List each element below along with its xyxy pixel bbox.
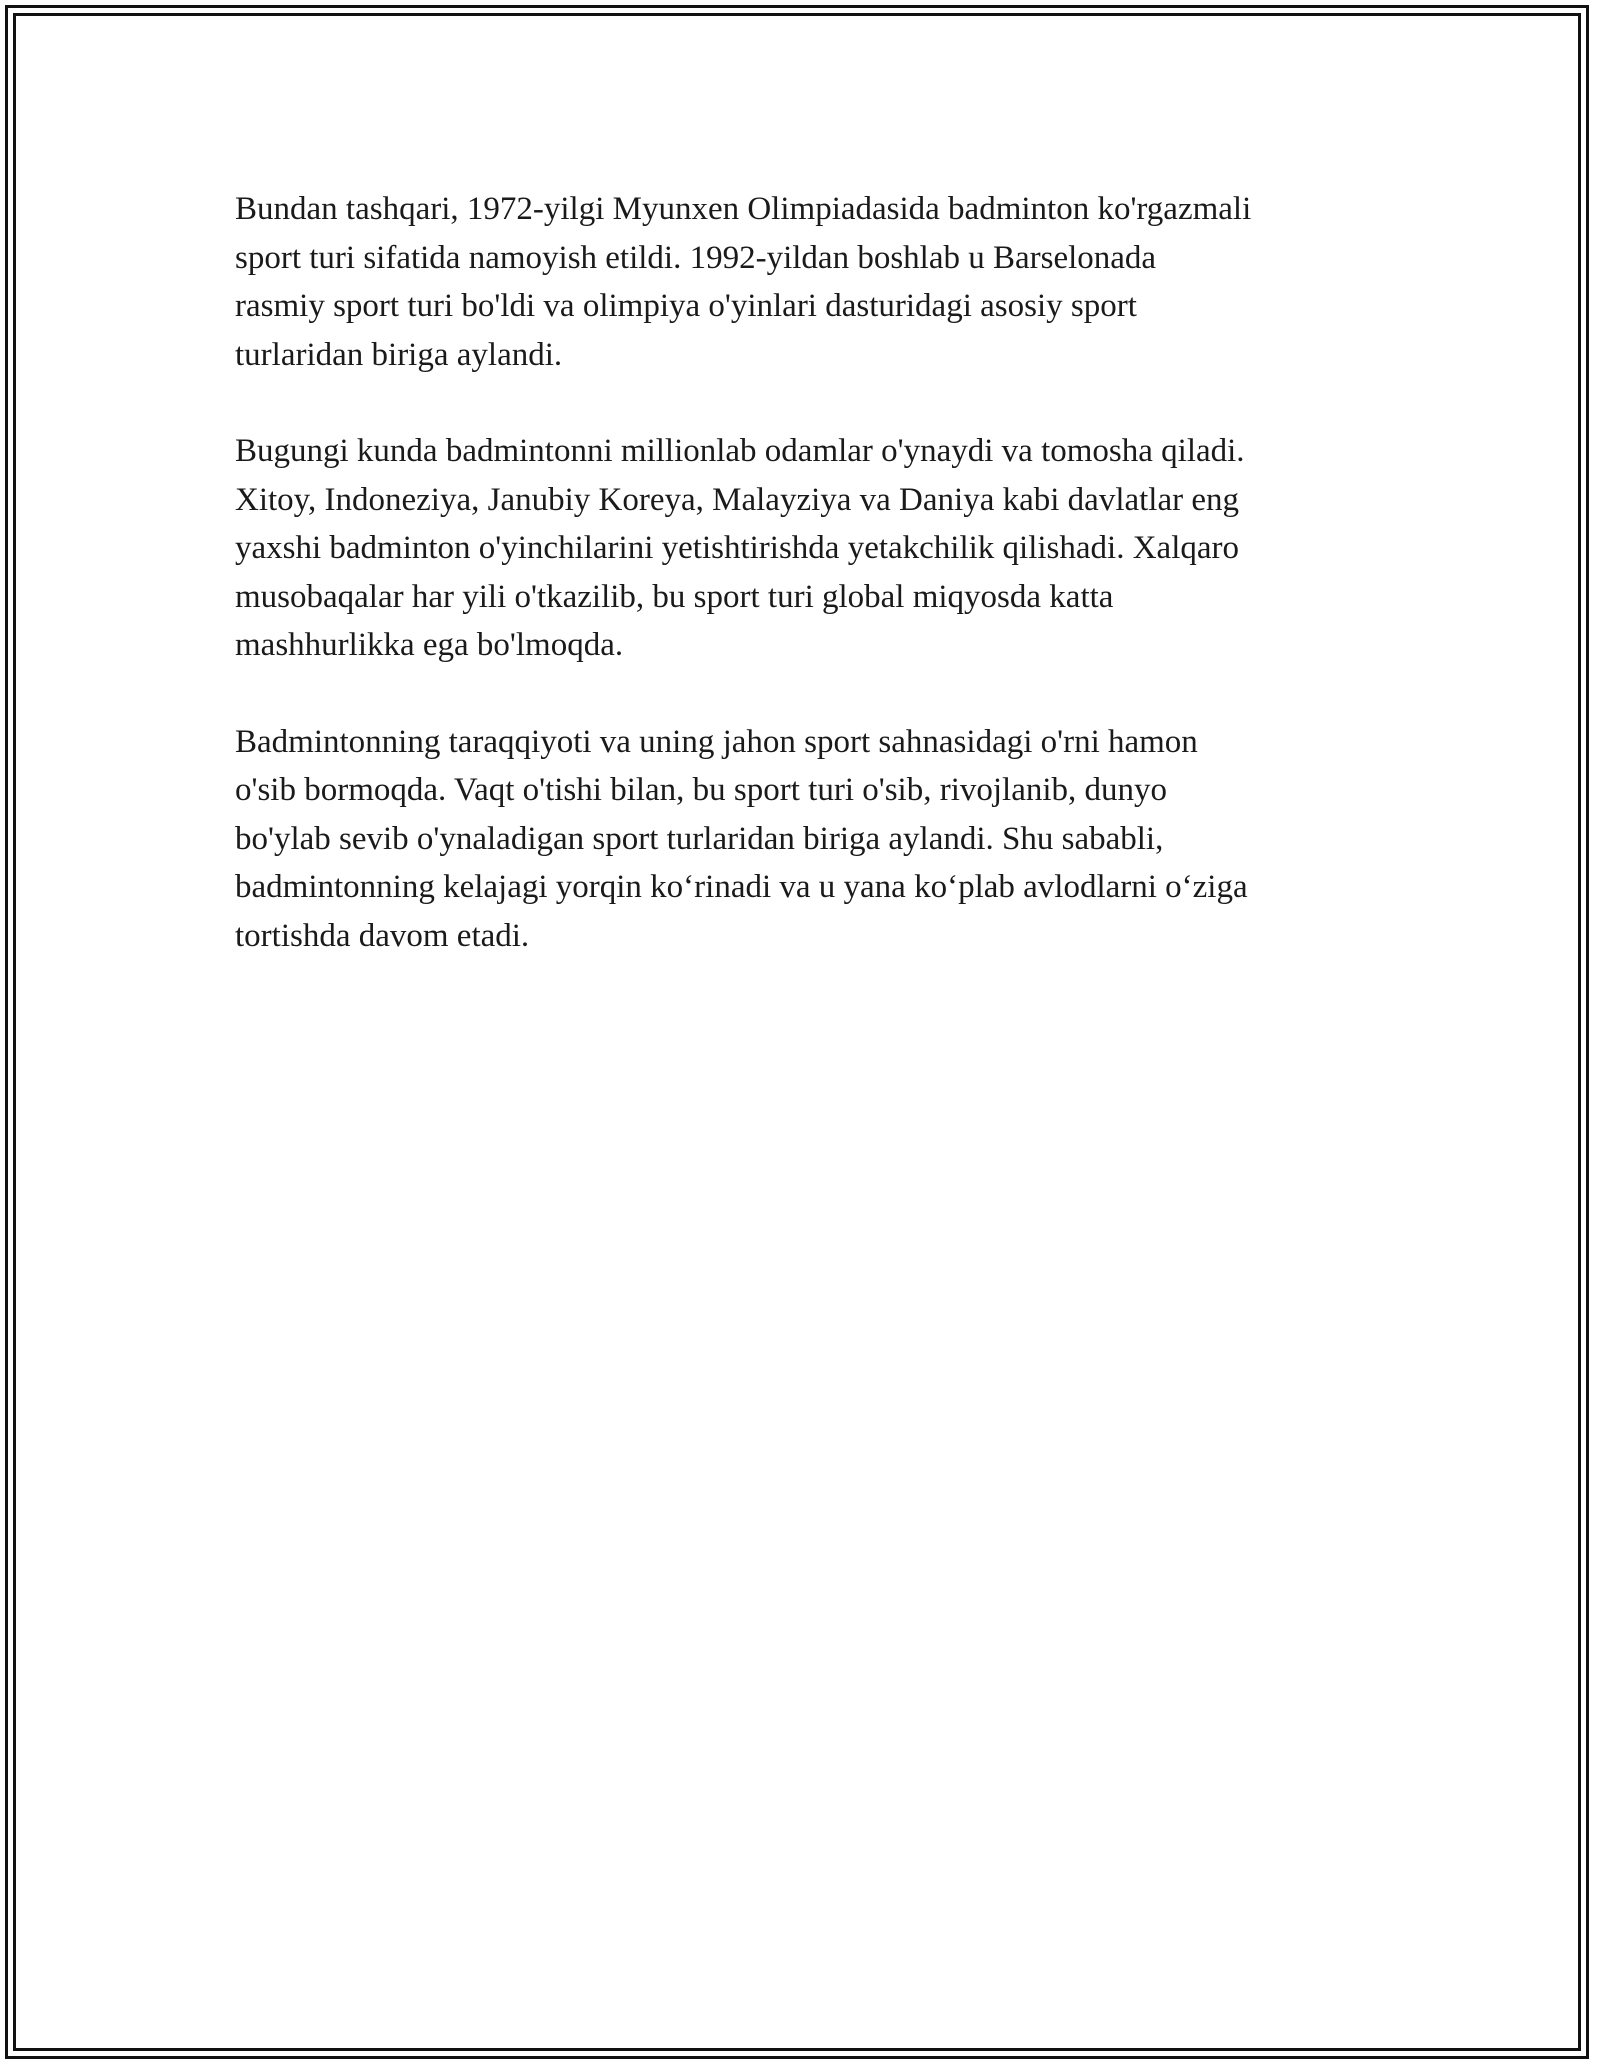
text-line: Bugungi kunda badmintonni millionlab odamlar o'ynaydi va tomosha qiladi. <box>235 433 1245 469</box>
text-line: mashhurlikka ega bo'lmoqda. <box>235 627 624 663</box>
text-line: bo'ylab sevib o'ynaladigan sport turlaridan biriga aylandi. Shu sababli, <box>235 820 1164 857</box>
text-line: Bundan tashqari, 1972-yilgi Myunxen Olimpiadasida badminton ko'rgazmali <box>235 191 1252 227</box>
paragraph-3 <box>235 718 1375 961</box>
document-body <box>235 185 1375 1008</box>
paragraph-1 <box>235 185 1375 379</box>
paragraph-2 <box>235 427 1375 670</box>
text-line: tortishda davom etadi. <box>235 917 530 954</box>
text-line: sport turi sifatida namoyish etildi. 1992-yildan boshlab u Barselonada <box>235 239 1157 276</box>
text-line: musobaqalar har yili o'tkazilib, bu sport turi global miqyosda katta <box>235 578 1114 615</box>
text-line: o'sib bormoqda. Vaqt o'tishi bilan, bu sport turi o'sib, rivojlanib, dunyo <box>235 772 1168 808</box>
text-line: turlaridan biriga aylandi. <box>235 336 563 373</box>
text-line: Badmintonning taraqqiyoti va uning jahon sport sahnasidagi o'rni hamon <box>235 723 1198 760</box>
text-line: Xitoy, Indoneziya, Janubiy Koreya, Malayziya va Daniya kabi davlatlar eng <box>235 481 1240 518</box>
text-line: yaxshi badminton o'yinchilarini yetishtirishda yetakchilik qilishadi. Xalqaro <box>235 530 1240 566</box>
text-line: badmintonning kelajagi yorqin koʻrinadi va u yana koʻplab avlodlarni oʻziga <box>235 869 1248 905</box>
text-line: rasmiy sport turi bo'ldi va olimpiya o'yinlari dasturidagi asosiy sport <box>235 288 1137 324</box>
